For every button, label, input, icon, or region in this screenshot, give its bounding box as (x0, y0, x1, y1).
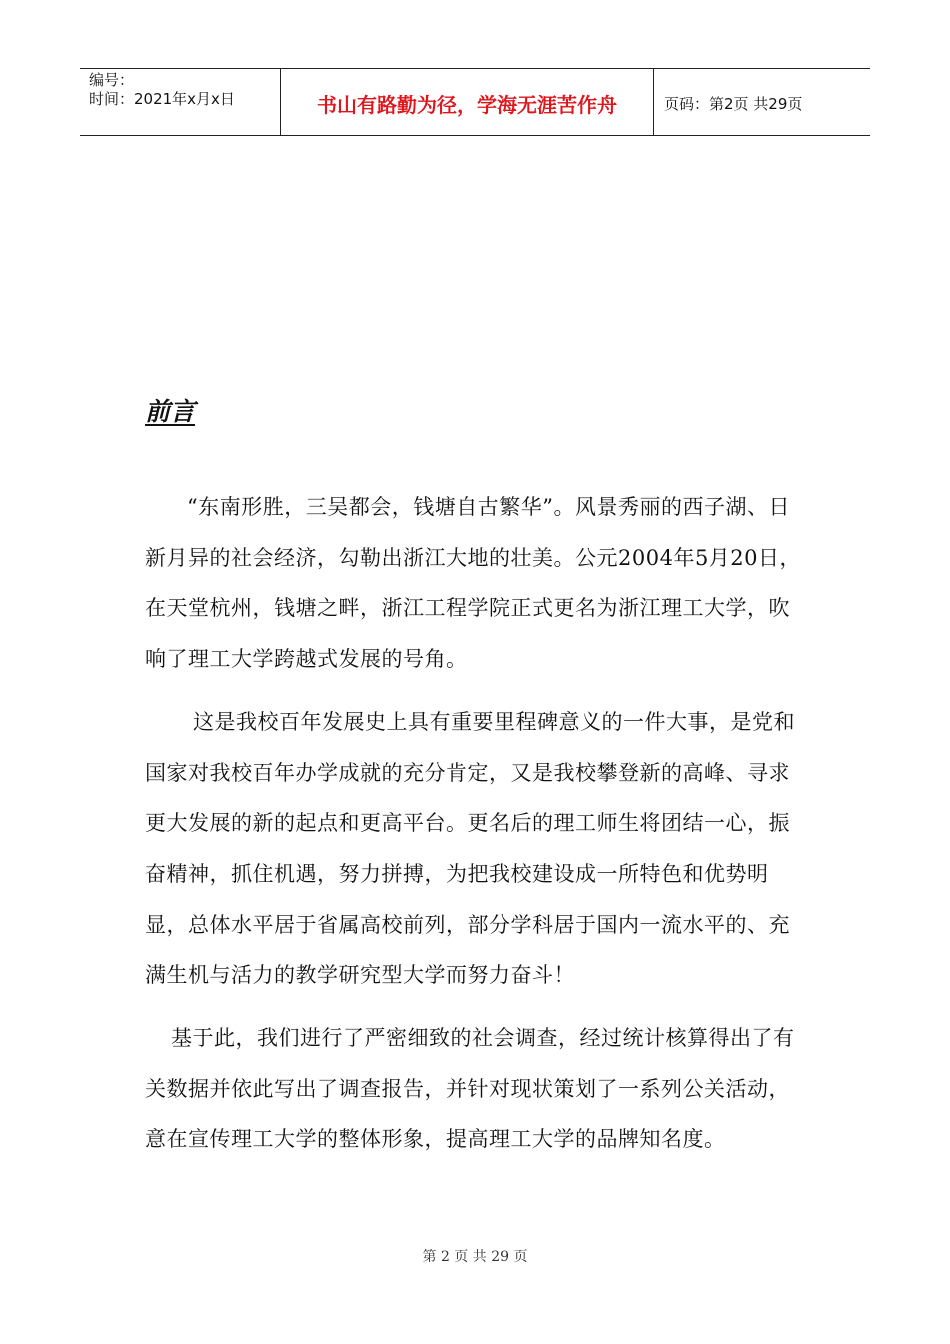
header-meta (80, 69, 281, 135)
paragraph-3: 基于此，我们进行了严密细致的社会调查，经过统计核算得出了有关数据并依此写出了调查报告，并针对现状策划了一系列公关活动，意在宣传理工大学的整体形象，提高理工大学的品牌知名度。 (145, 1026, 795, 1152)
document-body (145, 482, 810, 1177)
page-header (80, 68, 870, 136)
page-footer: 第 2 页 共 29 页 (422, 1249, 528, 1265)
header-motto: 书山有路勤为径，学海无涯苦作舟 (281, 69, 654, 135)
document-time-label: 时间：2021年x月x日 (89, 90, 235, 108)
section-heading: 前言 (145, 397, 196, 426)
document-number-label: 编号： (89, 71, 135, 89)
paragraph-1: “东南形胜，三吴都会，钱塘自古繁华”。风景秀丽的西子湖、日新月异的社会经济，勾勒出浙江大地的壮美。公元2004年5月20日，在天堂杭州，钱塘之畔，浙江工程学院正式更名为浙江理工大学，吹响了理工大学跨越式发展的号角。 (145, 495, 802, 672)
paragraph-2: 这是我校百年发展史上具有重要里程碑意义的一件大事，是党和国家对我校百年办学成就的充分肯定，又是我校攀登新的高峰、寻求更大发展的新的起点和更高平台。更名后的理工师生将团结一心，振奋精神，抓住机遇，努力拼搏，为把我校建设成一所特色和优势明显，总体水平居于省属高校前列，部分学科居于国内一流水平的、充满生机与活力的教学研究型大学而努力奋斗！ (145, 709, 795, 988)
header-page-info: 页码：第2页 共29页 (664, 94, 803, 113)
